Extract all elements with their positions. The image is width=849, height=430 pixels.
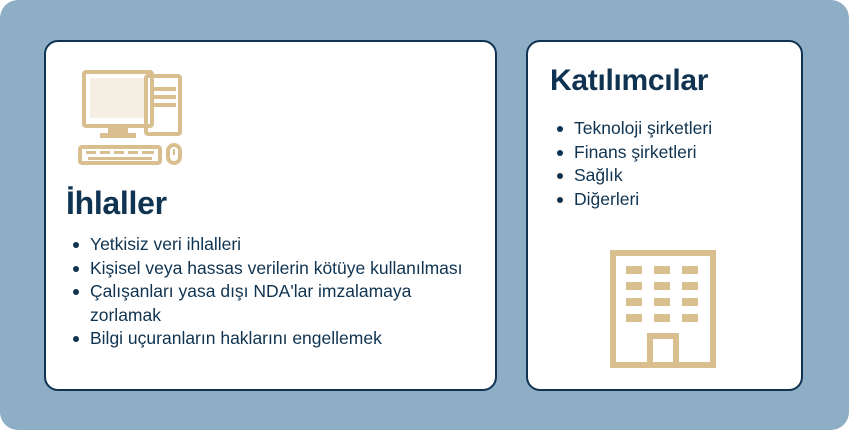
list-item: Finans şirketleri bbox=[550, 141, 790, 165]
list-item: Bilgi uçuranların haklarını engellemek bbox=[66, 327, 476, 351]
building-icon bbox=[608, 250, 718, 368]
computer-icon bbox=[76, 69, 196, 169]
list-item: Sağlık bbox=[550, 164, 790, 188]
list-item: Diğerleri bbox=[550, 188, 790, 212]
list-item: Teknoloji şirketleri bbox=[550, 117, 790, 141]
violations-list bbox=[66, 233, 476, 351]
list-item: Kişisel veya hassas verilerin kötüye kullanılması bbox=[66, 257, 476, 281]
participants-title: Katılımcılar bbox=[550, 64, 709, 97]
list-item: Çalışanları yasa dışı NDA'lar imzalamaya zorlamak bbox=[66, 280, 476, 327]
list-item: Yetkisiz veri ihlalleri bbox=[66, 233, 476, 257]
violations-card bbox=[44, 40, 497, 391]
participants-card bbox=[526, 40, 803, 391]
participants-list bbox=[550, 117, 790, 211]
violations-title: İhlaller bbox=[66, 185, 167, 221]
